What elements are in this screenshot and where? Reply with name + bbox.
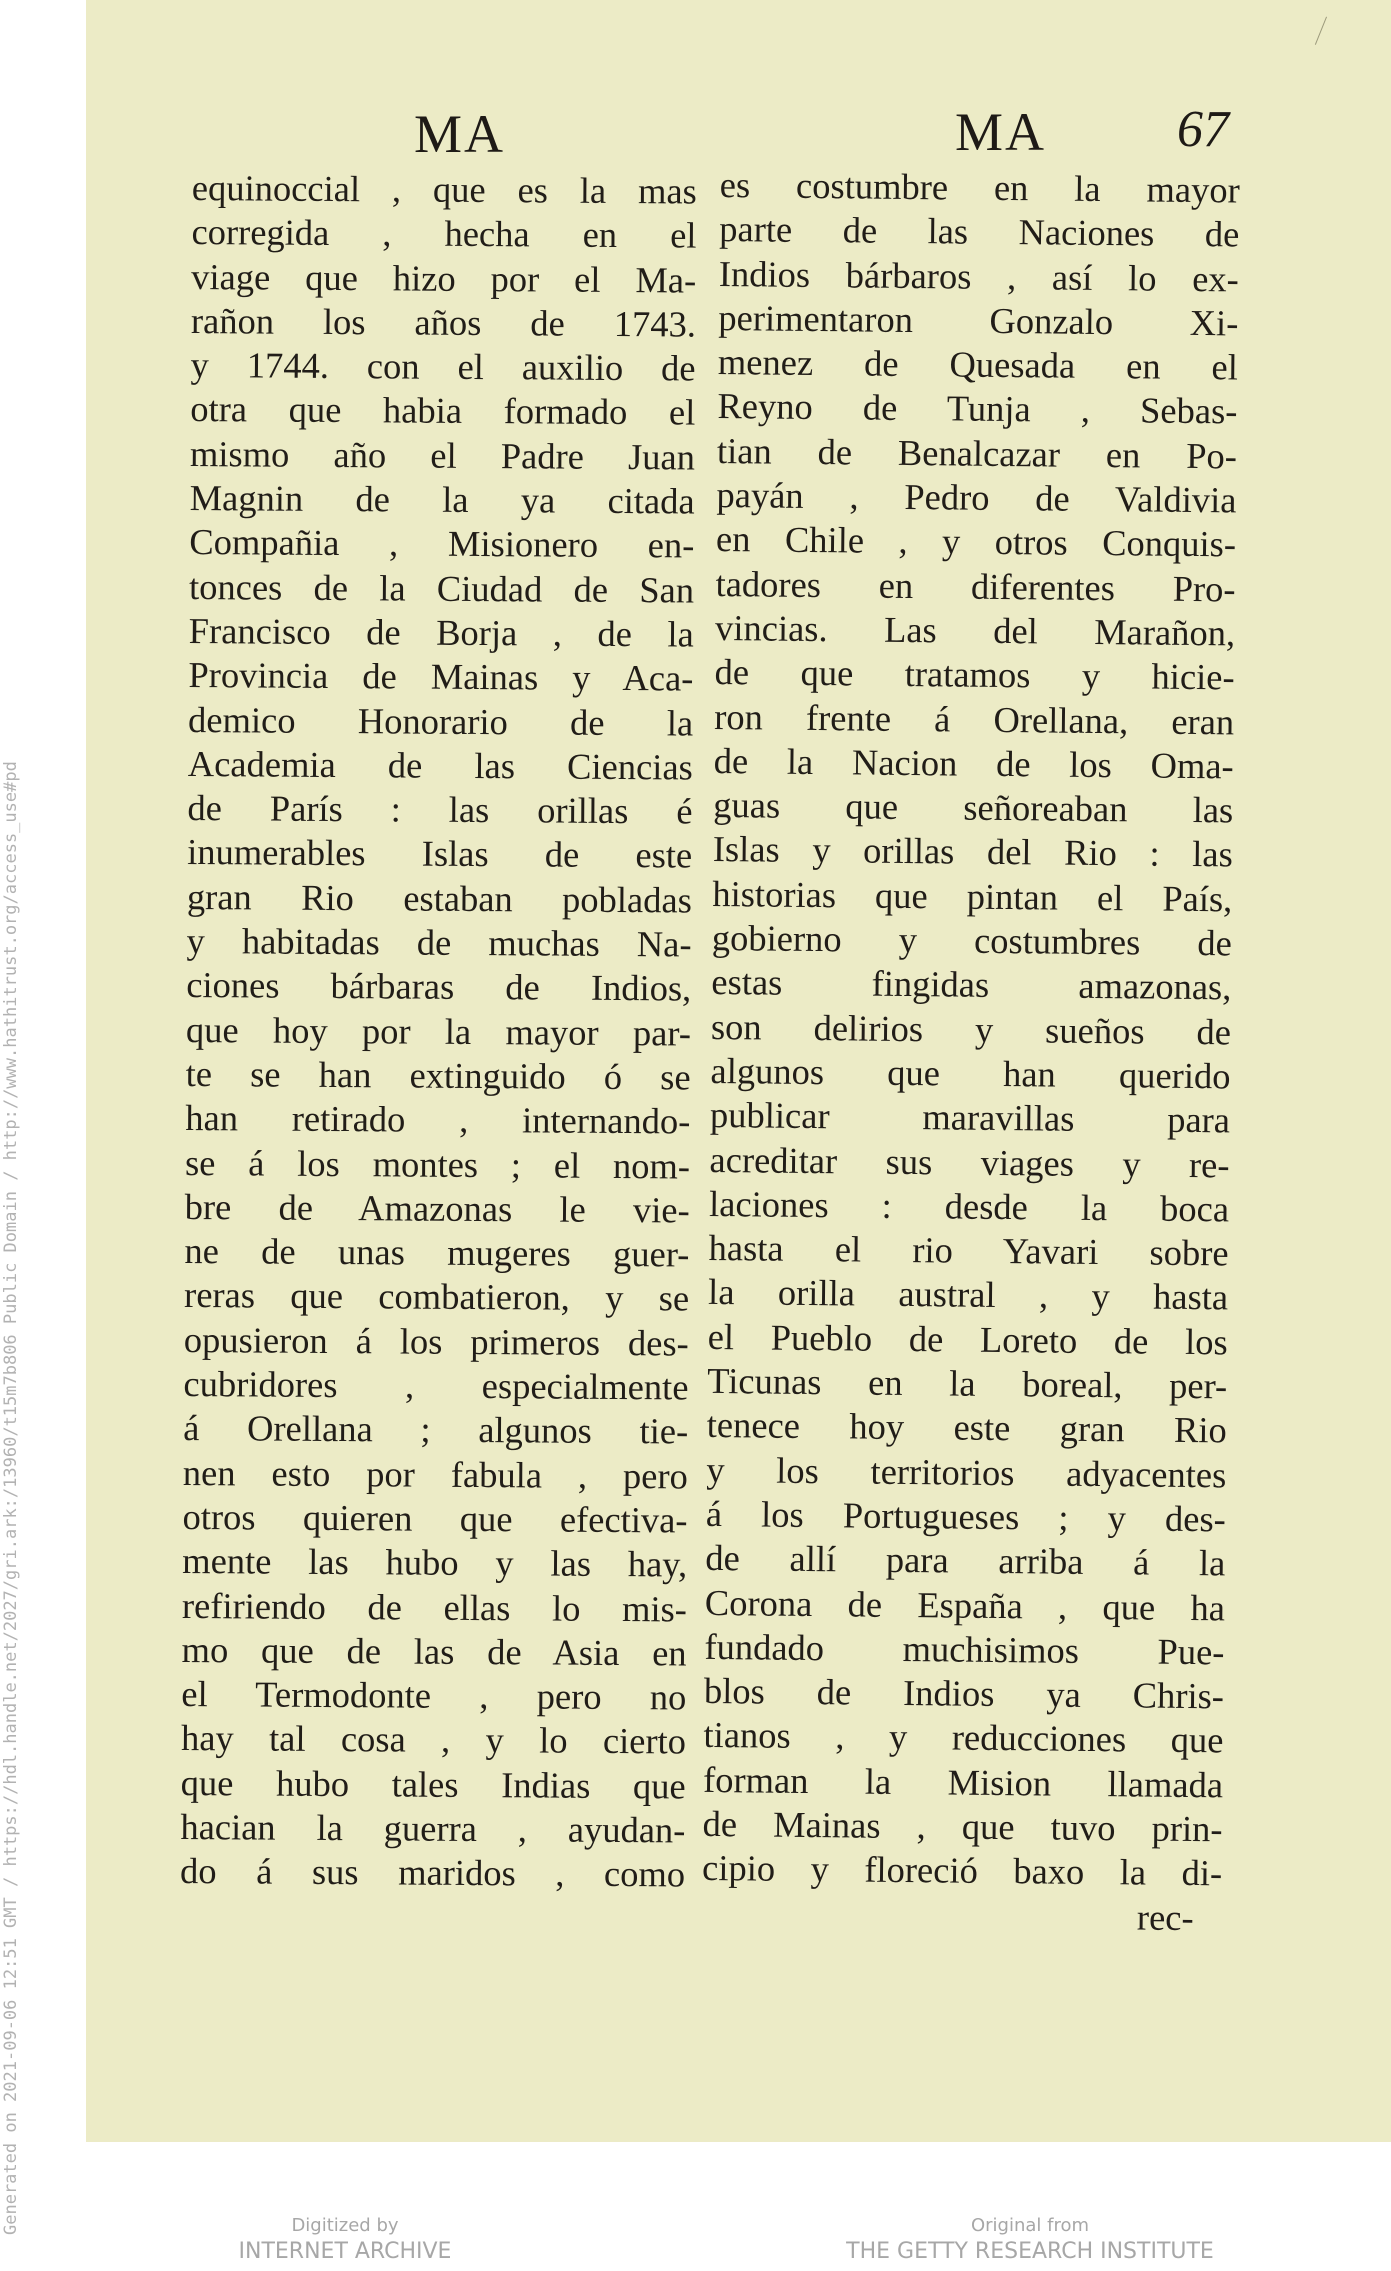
text-line: perimentaron Gonzalo Xi- [718, 296, 1239, 344]
text-line: hacian la guerra , ayudan- [180, 1805, 686, 1851]
text-line: tian de Benalcazar en Po- [716, 429, 1238, 477]
text-line: hay tal cosa , y lo cierto [180, 1717, 687, 1762]
text-line: menez de Quesada en el [717, 341, 1239, 388]
text-line: Indios bárbaros , así lo ex- [718, 252, 1240, 300]
text-line: Islas y orillas del Rio : las [712, 828, 1234, 875]
text-line: de allí para arriba á la [705, 1537, 1226, 1584]
text-line: mismo año el Padre Juan [189, 432, 696, 478]
text-line: Ticunas en la boreal, per- [707, 1359, 1228, 1407]
text-line: tenece hoy este gran Rio [706, 1404, 1227, 1451]
text-line: inumerables Islas de este [187, 831, 693, 876]
text-line: corregida , hecha en el [191, 211, 697, 256]
text-line: Francisco de Borja , de la [188, 609, 694, 655]
text-line: refiriendo de ellas lo mis- [181, 1584, 688, 1629]
text-line: rañon los años de 1743. [190, 299, 697, 345]
text-line: payán , Pedro de Valdivia [716, 474, 1237, 521]
text-line: de París : las orillas é [187, 787, 693, 832]
text-line: blos de Indios ya Chris- [703, 1670, 1225, 1717]
text-line: forman la Mision llamada [702, 1758, 1224, 1806]
footer-original-label: Original from [970, 2215, 1090, 2236]
text-line: Reyno de Tunja , Sebas- [717, 385, 1238, 432]
text-line: bre de Amazonas le vie- [184, 1185, 690, 1231]
text-line: opusieron á los primeros des- [183, 1318, 689, 1364]
text-line: de Mainas , que tuvo prin- [702, 1802, 1223, 1850]
footer-getty: THE GETTY RESEARCH INSTITUTE [846, 2239, 1214, 2264]
text-line: la orilla austral , y hasta [707, 1271, 1229, 1318]
text-line: tianos , y reducciones que [703, 1714, 1224, 1761]
text-line: se á los montes ; el nom- [184, 1141, 691, 1187]
text-line: acreditar sus viages y re- [709, 1138, 1230, 1185]
left-text-column [180, 166, 697, 1897]
text-line: y los territorios adyacentes [706, 1448, 1227, 1495]
text-line: son delirios y sueños de [710, 1005, 1232, 1053]
text-line: gran Rio estaban pobladas [186, 875, 693, 921]
text-line: Magnin de la ya citada [189, 477, 695, 522]
text-line: cipio y floreció baxo la di- [701, 1847, 1223, 1894]
text-line: do á sus maridos , como [179, 1850, 686, 1895]
left-running-head: MA [414, 104, 506, 164]
text-line: Academia de las Ciencias [187, 742, 693, 788]
text-line: mente las hubo y las hay, [182, 1540, 688, 1585]
text-line: á los Portugueses ; y des- [705, 1492, 1227, 1540]
text-line: viage que hizo por el Ma- [191, 255, 697, 301]
text-line: ciones bárbaras de Indios, [186, 964, 692, 1009]
text-line: tadores en diferentes Pro- [715, 562, 1236, 610]
text-line: y habitadas de muchas Na- [186, 920, 692, 965]
text-line: el Termodonte , pero no [181, 1673, 687, 1718]
footer-internet-archive: INTERNET ARCHIVE [238, 2239, 452, 2264]
text-line: de la Nacion de los Oma- [713, 739, 1234, 787]
generation-watermark: Generated on 2021-09-06 12:51 GMT / https://hdl.handle.net/2027/gri.ark:/13960/t15m7b806 Public Domain / http://www.hathitrust.org/access_use#pd [1, 761, 21, 2235]
text-line: es costumbre en la mayor [719, 163, 1240, 211]
text-line: Provincia de Mainas y Aca- [188, 654, 694, 699]
text-line: cubridores , especialmente [183, 1362, 689, 1408]
text-line: tonces de la Ciudad de San [188, 565, 695, 611]
footer-digitized-label: Digitized by [291, 2215, 399, 2236]
text-line: Compañia , Misionero en- [189, 521, 695, 566]
text-line: gobierno y costumbres de [711, 917, 1233, 964]
text-line: hasta el rio Yavari sobre [708, 1227, 1229, 1274]
right-running-head: MA [955, 102, 1047, 162]
text-line: algunos que han querido [710, 1049, 1231, 1097]
text-line: parte de las Naciones de [719, 208, 1240, 255]
text-line: nen esto por fabula , pero [182, 1451, 689, 1497]
text-line: guas que señoreaban las [713, 784, 1234, 831]
text-line: mo que de las de Asia en [181, 1628, 687, 1674]
text-line: de que tratamos y hicie- [714, 651, 1235, 698]
text-line: que hoy por la mayor par- [185, 1008, 692, 1054]
footer-digitized-by [210, 2214, 480, 2266]
text-line: estas fingidas amazonas, [711, 961, 1232, 1008]
text-line: otra que habia formado el [190, 388, 696, 434]
page-number: 67 [1177, 101, 1229, 158]
text-line: y 1744. con el auxilio de [190, 344, 696, 389]
footer-original-from [840, 2214, 1220, 2266]
text-line: ne de unas mugeres guer- [184, 1230, 690, 1275]
text-line: en Chile , y otros Conquis- [715, 518, 1237, 565]
text-line: reras que combatieron, y se [183, 1274, 690, 1319]
text-line: el Pueblo de Loreto de los [707, 1315, 1228, 1363]
text-line: que hubo tales Indias que [180, 1761, 686, 1807]
text-line: ron frente á Orellana, eran [713, 695, 1235, 742]
text-line: te se han extinguido ó se [185, 1052, 691, 1098]
text-line: han retirado , internando- [185, 1097, 691, 1142]
text-line: demico Honorario de la [187, 698, 694, 744]
text-line: Corona de España , que ha [704, 1581, 1226, 1628]
text-line: historias que pintan el País, [712, 872, 1233, 920]
text-line: á Orellana ; algunos tie- [183, 1407, 689, 1452]
text-line: laciones : desde la boca [708, 1182, 1230, 1230]
text-line: equinoccial , que es la mas [191, 166, 697, 212]
text-line: otros quieren que efectiva- [182, 1495, 688, 1541]
text-line: publicar maravillas para [709, 1094, 1231, 1141]
text-line: vincias. Las del Marañon, [714, 606, 1236, 654]
text-line: fundado muchisimos Pue- [704, 1625, 1225, 1673]
right-text-column [701, 163, 1240, 1940]
catchword: rec- [1136, 1896, 1194, 1938]
